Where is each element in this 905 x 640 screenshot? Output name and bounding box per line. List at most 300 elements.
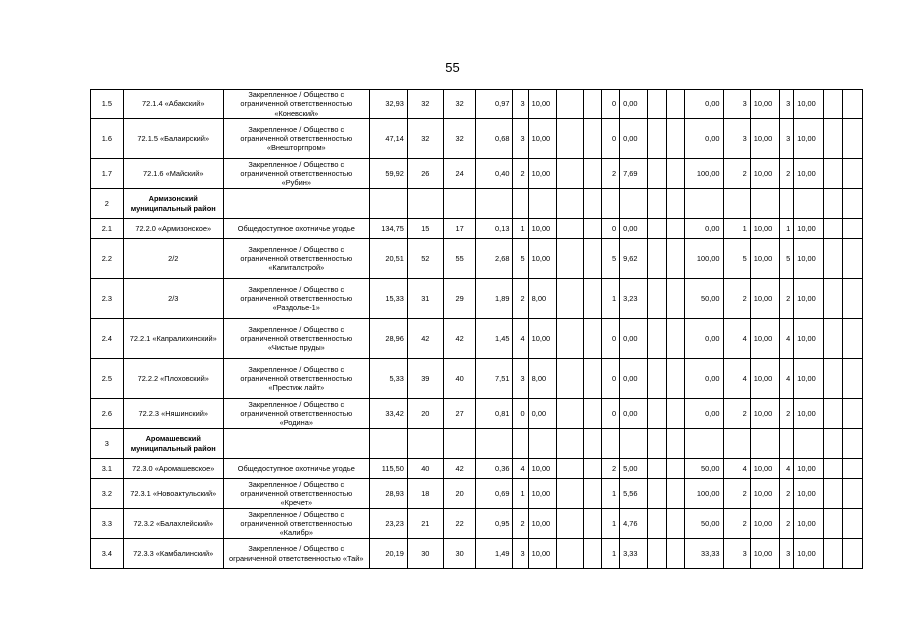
table-row: [91, 459, 863, 479]
cell-ground-name: 72.1.4 «Абакский»: [123, 90, 223, 119]
cell-taken-pct: 0,00: [620, 219, 648, 239]
cell-share-pct: 33,33: [685, 539, 723, 569]
cell-taken-pct: 3,33: [620, 539, 648, 569]
cell-empty-5: [823, 239, 843, 279]
cell-row-number: 2.6: [91, 399, 124, 429]
table-row: [91, 239, 863, 279]
cell-row-number: 3: [91, 429, 124, 459]
cell-area: 15,33: [369, 279, 407, 319]
cell-share-pct: 0,00: [685, 319, 723, 359]
cell-quota-pct-1: 10,00: [528, 319, 556, 359]
cell-quota-3: 2: [780, 479, 794, 509]
cell-quota-pct-3: [794, 189, 823, 219]
cell-share-pct: 0,00: [685, 90, 723, 119]
cell-area: [369, 189, 407, 219]
cell-count-2: [443, 189, 476, 219]
cell-quota-3: 2: [780, 509, 794, 539]
cell-quota-pct-3: 10,00: [794, 479, 823, 509]
cell-quota-2: 2: [723, 159, 750, 189]
cell-density: 7,51: [476, 359, 513, 399]
table-row: [91, 399, 863, 429]
table-row: [91, 359, 863, 399]
cell-ground-type-owner: Закрепленное / Общество с ограниченной ответственностью «Раздолье-1»: [223, 279, 369, 319]
cell-empty-4: [666, 159, 685, 189]
cell-count-1: 15: [407, 219, 443, 239]
cell-empty-4: [666, 119, 685, 159]
table-row: [91, 319, 863, 359]
cell-taken: 1: [601, 509, 620, 539]
cell-empty-2: [584, 539, 601, 569]
cell-ground-name: 72.2.0 «Армизонское»: [123, 219, 223, 239]
cell-quota-pct-2: 10,00: [750, 539, 779, 569]
cell-quota-1: 2: [513, 279, 528, 319]
cell-share-pct: 0,00: [685, 119, 723, 159]
cell-empty-3: [648, 509, 667, 539]
cell-density: 0,13: [476, 219, 513, 239]
cell-empty-2: [584, 119, 601, 159]
cell-empty-1: [556, 479, 583, 509]
cell-quota-pct-2: 10,00: [750, 159, 779, 189]
cell-quota-1: 3: [513, 119, 528, 159]
cell-quota-pct-1: 10,00: [528, 239, 556, 279]
cell-quota-2: 4: [723, 359, 750, 399]
cell-density: 1,45: [476, 319, 513, 359]
cell-quota-3: 5: [780, 239, 794, 279]
cell-density: [476, 189, 513, 219]
cell-quota-2: 3: [723, 539, 750, 569]
cell-taken-pct: 4,76: [620, 509, 648, 539]
cell-quota-1: 1: [513, 479, 528, 509]
cell-count-1: 52: [407, 239, 443, 279]
cell-empty-2: [584, 279, 601, 319]
cell-quota-pct-2: 10,00: [750, 479, 779, 509]
cell-row-number: 1.6: [91, 119, 124, 159]
cell-taken: [601, 189, 620, 219]
cell-row-number: 2.4: [91, 319, 124, 359]
cell-empty-5: [823, 189, 843, 219]
cell-taken: 0: [601, 319, 620, 359]
cell-ground-name: 72.2.1 «Капралихинский»: [123, 319, 223, 359]
table-row: [91, 219, 863, 239]
cell-row-number: 2: [91, 189, 124, 219]
cell-quota-3: [780, 429, 794, 459]
cell-empty-2: [584, 459, 601, 479]
cell-empty-3: [648, 319, 667, 359]
cell-empty-2: [584, 479, 601, 509]
cell-quota-1: 2: [513, 509, 528, 539]
cell-taken: 0: [601, 359, 620, 399]
cell-empty-3: [648, 539, 667, 569]
table-row: [91, 509, 863, 539]
cell-empty-5: [823, 159, 843, 189]
cell-row-number: 2.1: [91, 219, 124, 239]
cell-quota-2: 2: [723, 479, 750, 509]
cell-quota-pct-2: 10,00: [750, 279, 779, 319]
cell-quota-pct-1: 10,00: [528, 119, 556, 159]
cell-taken: 0: [601, 219, 620, 239]
cell-empty-3: [648, 159, 667, 189]
cell-quota-pct-1: 10,00: [528, 459, 556, 479]
cell-quota-3: 2: [780, 159, 794, 189]
cell-count-2: 55: [443, 239, 476, 279]
cell-share-pct: 100,00: [685, 159, 723, 189]
cell-ground-type-owner: Закрепленное / Общество с ограниченной ответственностью «Тай»: [223, 539, 369, 569]
cell-ground-name: Армизонский муниципальный район: [123, 189, 223, 219]
cell-empty-5: [823, 399, 843, 429]
cell-count-2: [443, 429, 476, 459]
cell-area: [369, 429, 407, 459]
cell-empty-4: [666, 429, 685, 459]
cell-ground-type-owner: [223, 429, 369, 459]
cell-empty-3: [648, 189, 667, 219]
cell-empty-3: [648, 279, 667, 319]
cell-empty-6: [843, 359, 863, 399]
cell-share-pct: 100,00: [685, 239, 723, 279]
cell-count-1: 26: [407, 159, 443, 189]
cell-count-1: 39: [407, 359, 443, 399]
cell-empty-4: [666, 479, 685, 509]
cell-ground-name: 72.3.0 «Аромашевское»: [123, 459, 223, 479]
cell-quota-pct-1: [528, 429, 556, 459]
cell-empty-1: [556, 90, 583, 119]
cell-quota-pct-3: 10,00: [794, 279, 823, 319]
cell-quota-3: 2: [780, 279, 794, 319]
cell-quota-3: 4: [780, 319, 794, 359]
cell-quota-2: 4: [723, 319, 750, 359]
cell-count-2: 22: [443, 509, 476, 539]
cell-empty-4: [666, 219, 685, 239]
cell-empty-2: [584, 509, 601, 539]
cell-taken-pct: 5,00: [620, 459, 648, 479]
cell-ground-type-owner: Закрепленное / Общество с ограниченной ответственностью «Кречет»: [223, 479, 369, 509]
cell-empty-4: [666, 539, 685, 569]
cell-empty-5: [823, 459, 843, 479]
cell-quota-pct-3: 10,00: [794, 399, 823, 429]
cell-quota-1: [513, 429, 528, 459]
cell-empty-2: [584, 90, 601, 119]
cell-quota-3: 1: [780, 219, 794, 239]
cell-empty-3: [648, 90, 667, 119]
cell-quota-pct-3: 10,00: [794, 459, 823, 479]
cell-empty-2: [584, 239, 601, 279]
cell-empty-1: [556, 279, 583, 319]
cell-density: 0,68: [476, 119, 513, 159]
cell-quota-3: 3: [780, 539, 794, 569]
cell-area: 28,93: [369, 479, 407, 509]
cell-empty-6: [843, 119, 863, 159]
section-row: [91, 189, 863, 219]
cell-quota-2: 2: [723, 399, 750, 429]
cell-count-1: [407, 429, 443, 459]
cell-empty-5: [823, 479, 843, 509]
table-row: [91, 539, 863, 569]
cell-taken-pct: 5,56: [620, 479, 648, 509]
cell-area: 134,75: [369, 219, 407, 239]
cell-taken-pct: 3,23: [620, 279, 648, 319]
cell-taken: 5: [601, 239, 620, 279]
cell-empty-4: [666, 90, 685, 119]
cell-empty-6: [843, 429, 863, 459]
cell-share-pct: 0,00: [685, 359, 723, 399]
cell-row-number: 2.2: [91, 239, 124, 279]
cell-ground-type-owner: Общедоступное охотничье угодье: [223, 459, 369, 479]
cell-empty-6: [843, 219, 863, 239]
table-row: [91, 90, 863, 119]
cell-row-number: 3.2: [91, 479, 124, 509]
cell-quota-pct-3: 10,00: [794, 359, 823, 399]
cell-count-2: 32: [443, 90, 476, 119]
cell-taken-pct: [620, 189, 648, 219]
cell-quota-pct-2: 10,00: [750, 119, 779, 159]
cell-share-pct: [685, 429, 723, 459]
cell-quota-2: 4: [723, 459, 750, 479]
cell-quota-1: 3: [513, 359, 528, 399]
cell-count-2: 27: [443, 399, 476, 429]
cell-ground-name: 72.2.2 «Плоховский»: [123, 359, 223, 399]
cell-area: 5,33: [369, 359, 407, 399]
cell-empty-5: [823, 90, 843, 119]
cell-quota-pct-3: 10,00: [794, 90, 823, 119]
cell-quota-pct-1: [528, 189, 556, 219]
cell-count-2: 24: [443, 159, 476, 189]
cell-empty-4: [666, 399, 685, 429]
cell-density: [476, 429, 513, 459]
cell-quota-3: 4: [780, 459, 794, 479]
cell-ground-type-owner: Закрепленное / Общество с ограниченной ответственностью «Престиж лайт»: [223, 359, 369, 399]
cell-empty-2: [584, 399, 601, 429]
table-row: [91, 279, 863, 319]
cell-empty-4: [666, 279, 685, 319]
cell-count-1: 21: [407, 509, 443, 539]
cell-quota-pct-3: 10,00: [794, 119, 823, 159]
cell-ground-name: 72.1.6 «Майский»: [123, 159, 223, 189]
cell-ground-type-owner: Закрепленное / Общество с ограниченной ответственностью «Рубин»: [223, 159, 369, 189]
cell-empty-6: [843, 239, 863, 279]
cell-quota-pct-3: 10,00: [794, 159, 823, 189]
cell-quota-1: 2: [513, 159, 528, 189]
cell-count-2: 42: [443, 319, 476, 359]
cell-empty-6: [843, 189, 863, 219]
cell-quota-1: 3: [513, 539, 528, 569]
cell-taken: 0: [601, 119, 620, 159]
cell-taken-pct: 0,00: [620, 319, 648, 359]
cell-row-number: 3.1: [91, 459, 124, 479]
cell-taken-pct: 0,00: [620, 359, 648, 399]
cell-density: 0,95: [476, 509, 513, 539]
cell-quota-1: 4: [513, 459, 528, 479]
cell-quota-pct-1: 10,00: [528, 509, 556, 539]
cell-count-1: 18: [407, 479, 443, 509]
cell-quota-3: 3: [780, 119, 794, 159]
cell-quota-3: 2: [780, 399, 794, 429]
cell-quota-pct-1: 10,00: [528, 90, 556, 119]
cell-quota-2: 3: [723, 119, 750, 159]
cell-empty-2: [584, 319, 601, 359]
cell-count-1: [407, 189, 443, 219]
cell-empty-1: [556, 239, 583, 279]
table-row: [91, 159, 863, 189]
cell-ground-name: 72.3.1 «Новоактульский»: [123, 479, 223, 509]
cell-quota-2: 5: [723, 239, 750, 279]
cell-quota-pct-1: 10,00: [528, 479, 556, 509]
hunting-grounds-table: [90, 89, 863, 569]
cell-empty-6: [843, 159, 863, 189]
cell-count-1: 32: [407, 119, 443, 159]
cell-empty-2: [584, 159, 601, 189]
cell-quota-pct-2: [750, 429, 779, 459]
cell-empty-4: [666, 359, 685, 399]
cell-empty-3: [648, 459, 667, 479]
cell-quota-pct-2: 10,00: [750, 319, 779, 359]
cell-ground-type-owner: Закрепленное / Общество с ограниченной ответственностью «Чистые пруды»: [223, 319, 369, 359]
cell-empty-1: [556, 319, 583, 359]
cell-empty-4: [666, 319, 685, 359]
cell-quota-1: 5: [513, 239, 528, 279]
cell-empty-3: [648, 429, 667, 459]
cell-quota-pct-1: 10,00: [528, 539, 556, 569]
cell-taken: 1: [601, 539, 620, 569]
cell-count-2: 20: [443, 479, 476, 509]
cell-density: 1,49: [476, 539, 513, 569]
cell-share-pct: 50,00: [685, 459, 723, 479]
cell-taken-pct: 0,00: [620, 119, 648, 159]
cell-quota-pct-1: 0,00: [528, 399, 556, 429]
cell-ground-name: Аромашевский муниципальный район: [123, 429, 223, 459]
cell-ground-type-owner: Закрепленное / Общество с ограниченной ответственностью «Родина»: [223, 399, 369, 429]
cell-empty-2: [584, 189, 601, 219]
cell-share-pct: 50,00: [685, 509, 723, 539]
cell-taken-pct: 0,00: [620, 90, 648, 119]
cell-count-2: 42: [443, 459, 476, 479]
cell-empty-5: [823, 359, 843, 399]
cell-empty-2: [584, 219, 601, 239]
cell-quota-pct-3: 10,00: [794, 319, 823, 359]
cell-quota-1: 0: [513, 399, 528, 429]
cell-count-1: 32: [407, 90, 443, 119]
cell-quota-pct-1: 10,00: [528, 159, 556, 189]
cell-quota-pct-1: 10,00: [528, 219, 556, 239]
cell-row-number: 2.3: [91, 279, 124, 319]
cell-quota-pct-3: 10,00: [794, 509, 823, 539]
cell-empty-1: [556, 459, 583, 479]
cell-empty-1: [556, 359, 583, 399]
cell-ground-name: 72.2.3 «Няшинский»: [123, 399, 223, 429]
cell-empty-3: [648, 119, 667, 159]
cell-density: 0,97: [476, 90, 513, 119]
cell-row-number: 3.3: [91, 509, 124, 539]
cell-quota-2: 3: [723, 90, 750, 119]
section-row: [91, 429, 863, 459]
cell-ground-type-owner: Общедоступное охотничье угодье: [223, 219, 369, 239]
cell-taken-pct: [620, 429, 648, 459]
cell-quota-3: 3: [780, 90, 794, 119]
cell-empty-5: [823, 279, 843, 319]
cell-quota-pct-2: 10,00: [750, 459, 779, 479]
cell-area: 20,19: [369, 539, 407, 569]
cell-area: 33,42: [369, 399, 407, 429]
cell-empty-3: [648, 219, 667, 239]
cell-empty-4: [666, 509, 685, 539]
cell-area: 59,92: [369, 159, 407, 189]
cell-quota-pct-2: 10,00: [750, 359, 779, 399]
cell-quota-pct-2: 10,00: [750, 399, 779, 429]
cell-ground-type-owner: Закрепленное / Общество с ограниченной ответственностью «Коневский»: [223, 90, 369, 119]
cell-empty-6: [843, 539, 863, 569]
cell-empty-1: [556, 429, 583, 459]
cell-empty-6: [843, 279, 863, 319]
cell-row-number: 3.4: [91, 539, 124, 569]
cell-empty-4: [666, 459, 685, 479]
cell-count-2: 32: [443, 119, 476, 159]
cell-count-1: 40: [407, 459, 443, 479]
cell-density: 0,69: [476, 479, 513, 509]
cell-taken: 2: [601, 459, 620, 479]
cell-taken: 2: [601, 159, 620, 189]
cell-quota-2: [723, 189, 750, 219]
cell-quota-1: 1: [513, 219, 528, 239]
cell-quota-pct-3: 10,00: [794, 239, 823, 279]
cell-area: 115,50: [369, 459, 407, 479]
cell-share-pct: 100,00: [685, 479, 723, 509]
cell-share-pct: 50,00: [685, 279, 723, 319]
cell-empty-4: [666, 189, 685, 219]
cell-empty-5: [823, 319, 843, 359]
cell-empty-1: [556, 189, 583, 219]
cell-quota-1: 3: [513, 90, 528, 119]
cell-taken: 0: [601, 90, 620, 119]
cell-area: 47,14: [369, 119, 407, 159]
cell-empty-5: [823, 119, 843, 159]
cell-ground-type-owner: Закрепленное / Общество с ограниченной ответственностью «Капиталстрой»: [223, 239, 369, 279]
cell-density: 0,40: [476, 159, 513, 189]
cell-taken: 0: [601, 399, 620, 429]
cell-empty-6: [843, 509, 863, 539]
cell-empty-6: [843, 399, 863, 429]
cell-row-number: 1.5: [91, 90, 124, 119]
cell-empty-1: [556, 119, 583, 159]
cell-empty-1: [556, 509, 583, 539]
cell-area: 23,23: [369, 509, 407, 539]
cell-quota-pct-1: 8,00: [528, 359, 556, 399]
cell-ground-name: 2/2: [123, 239, 223, 279]
cell-ground-name: 72.3.3 «Камбалинский»: [123, 539, 223, 569]
cell-count-1: 20: [407, 399, 443, 429]
cell-taken: 1: [601, 479, 620, 509]
cell-ground-type-owner: Закрепленное / Общество с ограниченной ответственностью «Внешторгпром»: [223, 119, 369, 159]
cell-quota-3: [780, 189, 794, 219]
cell-taken-pct: 7,69: [620, 159, 648, 189]
cell-quota-2: 2: [723, 279, 750, 319]
cell-density: 1,89: [476, 279, 513, 319]
cell-taken-pct: 9,62: [620, 239, 648, 279]
page-number: 55: [445, 60, 460, 75]
cell-quota-pct-3: [794, 429, 823, 459]
cell-count-2: 40: [443, 359, 476, 399]
cell-taken: [601, 429, 620, 459]
cell-ground-type-owner: [223, 189, 369, 219]
cell-count-1: 31: [407, 279, 443, 319]
cell-empty-1: [556, 159, 583, 189]
cell-taken: 1: [601, 279, 620, 319]
cell-density: 2,68: [476, 239, 513, 279]
cell-empty-3: [648, 359, 667, 399]
cell-quota-pct-1: 8,00: [528, 279, 556, 319]
cell-empty-6: [843, 319, 863, 359]
cell-ground-name: 72.1.5 «Балаирский»: [123, 119, 223, 159]
cell-quota-1: 4: [513, 319, 528, 359]
cell-quota-3: 4: [780, 359, 794, 399]
cell-quota-2: 2: [723, 509, 750, 539]
